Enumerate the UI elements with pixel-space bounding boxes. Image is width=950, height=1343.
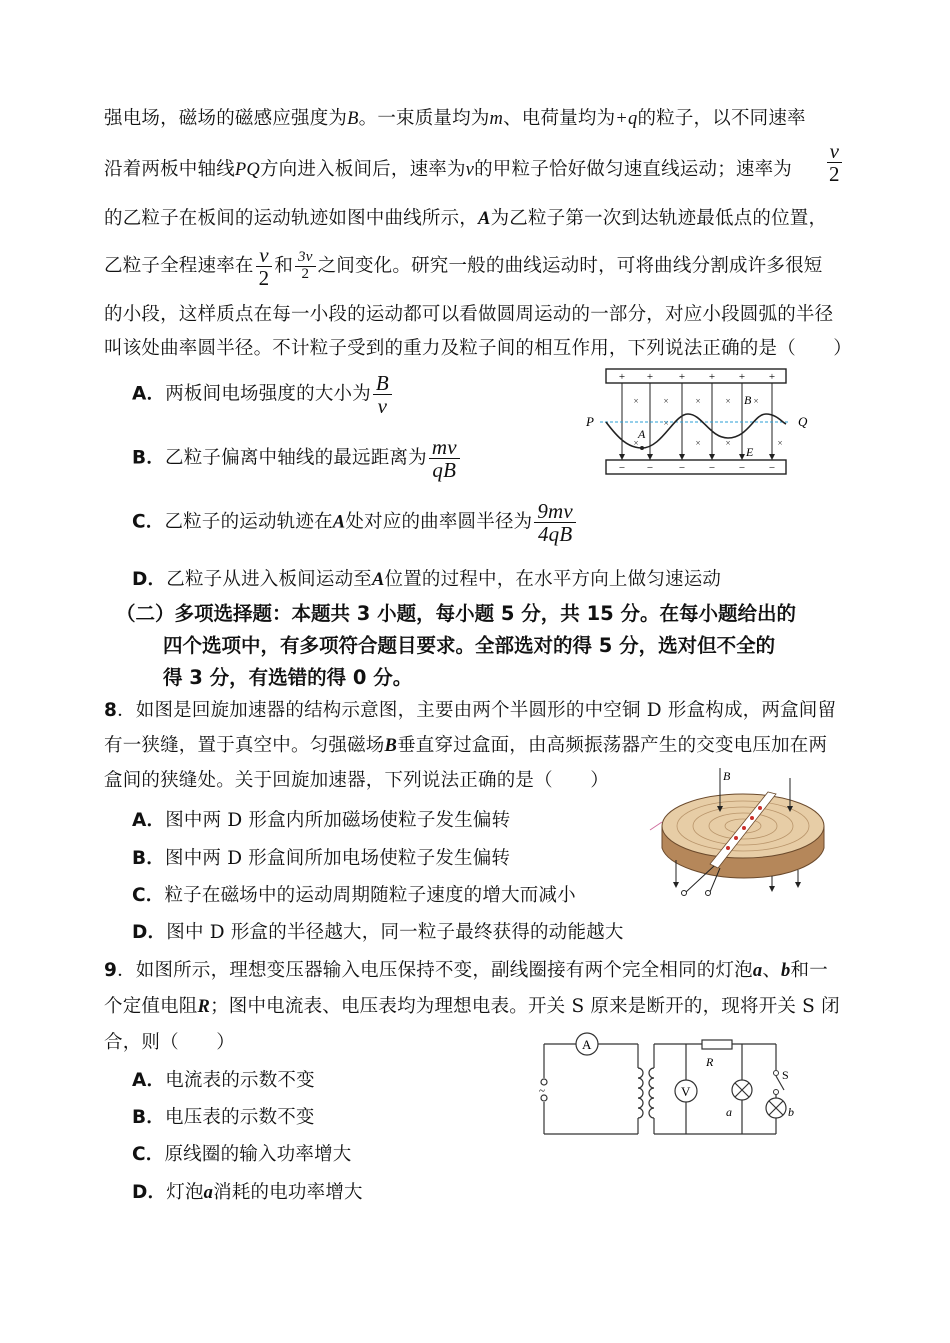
symbol-a: a bbox=[203, 1183, 214, 1203]
ac-source-symbol: ~ bbox=[539, 1085, 545, 1097]
cyclotron-figure bbox=[648, 768, 833, 898]
cross: × bbox=[695, 396, 701, 406]
minus-sign: − bbox=[768, 462, 776, 474]
intro-line-5: 的小段，这样质点在每一小段的运动都可以看做圆周运动的一部分，对应小段圆弧的半径 bbox=[104, 304, 834, 325]
text: 、 bbox=[762, 960, 782, 981]
transformer-circuit-figure bbox=[532, 1032, 812, 1142]
lamp-a-label: a bbox=[726, 1105, 732, 1119]
label-A: A bbox=[638, 427, 646, 441]
symbol-m: m bbox=[489, 109, 504, 129]
question-number: 8 bbox=[104, 700, 118, 721]
option-label: A． bbox=[132, 1070, 166, 1091]
q8-option-c bbox=[132, 881, 576, 907]
plus-sign: + bbox=[678, 371, 686, 383]
text: ．如图所示，理想变压器输入电压保持不变，副线圈接有两个完全相同的灯泡 bbox=[117, 960, 753, 981]
cross: × bbox=[777, 438, 783, 448]
denominator: 2 bbox=[301, 266, 310, 283]
resistor-R bbox=[702, 1040, 732, 1049]
option-text: 消耗的电功率增大 bbox=[213, 1182, 363, 1203]
plus-sign: + bbox=[618, 371, 626, 383]
text: 个定值电阻 bbox=[104, 996, 198, 1017]
minus-sign: − bbox=[708, 462, 716, 474]
option-text: 乙粒子偏离中轴线的最远距离为 bbox=[165, 447, 427, 469]
symbol-b: b bbox=[781, 961, 791, 981]
symbol-A: A bbox=[332, 512, 346, 533]
q9-option-d bbox=[132, 1178, 363, 1204]
cross: × bbox=[663, 396, 669, 406]
text: ．如图是回旋加速器的结构示意图，主要由两个半圆形的中空铜 D 形盒构成，两盒间留 bbox=[117, 700, 837, 721]
text: 和一 bbox=[790, 960, 828, 981]
resistor-label: R bbox=[706, 1055, 714, 1069]
option-text: 粒子在磁场中的运动周期随粒子速度的增大而减小 bbox=[164, 885, 576, 906]
option-text: 乙粒子的运动轨迹在 bbox=[164, 511, 333, 533]
fraction-3v-over-2 bbox=[295, 250, 316, 283]
symbol-PQ: PQ bbox=[234, 160, 260, 180]
option-text: 图中 D 形盒的半径越大，同一粒子最终获得的动能越大 bbox=[166, 922, 624, 943]
option-label: D． bbox=[132, 922, 167, 943]
denominator: v bbox=[377, 394, 388, 419]
option-text: 图中两 D 形盒内所加磁场使粒子发生偏转 bbox=[165, 810, 511, 831]
option-text: 乙粒子从进入板间运动至 bbox=[166, 569, 372, 590]
q9-option-b bbox=[132, 1103, 315, 1129]
symbol-a: a bbox=[752, 961, 763, 981]
numerator: mv bbox=[429, 436, 460, 459]
option-text: 原线圈的输入功率增大 bbox=[164, 1144, 352, 1165]
option-text: 位置的过程中，在水平方向上做匀速运动 bbox=[384, 569, 722, 590]
q7-option-b bbox=[132, 436, 462, 481]
cross: × bbox=[633, 438, 639, 448]
label-B: B bbox=[723, 769, 731, 783]
denominator: 4qB bbox=[537, 522, 573, 547]
numerator: v bbox=[827, 140, 842, 163]
option-text: 灯泡 bbox=[166, 1182, 204, 1203]
symbol-A: A bbox=[371, 570, 385, 590]
option-label: D． bbox=[132, 1182, 167, 1203]
symbol-A: A bbox=[478, 209, 491, 229]
text: 和 bbox=[274, 255, 294, 277]
option-label: C． bbox=[132, 511, 165, 533]
q8-option-b bbox=[132, 844, 510, 870]
cross: × bbox=[663, 418, 669, 428]
numerator: B bbox=[373, 372, 392, 395]
option-label: B． bbox=[132, 447, 166, 469]
option-text: 电流表的示数不变 bbox=[165, 1070, 315, 1091]
plus-sign: + bbox=[708, 371, 716, 383]
primary-circuit bbox=[544, 1044, 643, 1134]
symbol-q: +q bbox=[615, 109, 638, 129]
plus-sign: + bbox=[646, 371, 654, 383]
denominator: 2 bbox=[829, 162, 840, 187]
intro-line-2 bbox=[104, 155, 792, 181]
text: 的甲粒子恰好做匀速直线运动；速率为 bbox=[474, 159, 792, 180]
q7-option-a bbox=[132, 372, 394, 417]
cross: × bbox=[633, 396, 639, 406]
section2-header-line-1: （二）多项选择题：本题共 3 小题，每小题 5 分，共 15 分。在每小题给出的 bbox=[116, 602, 797, 625]
intro-line-1 bbox=[104, 104, 806, 130]
text: ；图中电流表、电压表均为理想电表。开关 S 原来是断开的，现将开关 S 闭 bbox=[210, 996, 840, 1017]
section2-header-line-3: 得 3 分，有选错的得 0 分。 bbox=[163, 666, 413, 689]
fraction bbox=[373, 372, 392, 417]
intro-line-3 bbox=[104, 204, 827, 230]
option-text: 图中两 D 形盒间所加电场使粒子发生偏转 bbox=[165, 848, 511, 869]
point-A bbox=[640, 446, 644, 450]
q9-line-3: 合，则（ ） bbox=[104, 1032, 235, 1053]
q7-option-c bbox=[132, 500, 578, 545]
option-label: C． bbox=[132, 885, 165, 906]
option-label: A． bbox=[132, 383, 166, 405]
intro-line-6: 叫该处曲率圆半径。不计粒子受到的重力及粒子间的相互作用，下列说法正确的是（ ） bbox=[104, 338, 853, 359]
label-E: E bbox=[746, 445, 754, 459]
option-label: B． bbox=[132, 848, 166, 869]
q9-option-c bbox=[132, 1140, 352, 1166]
symbol-B: B bbox=[384, 736, 398, 756]
text: 有一狭缝，置于真空中。匀强磁场 bbox=[104, 735, 385, 756]
voltmeter-label: V bbox=[681, 1084, 691, 1099]
text: 、电荷量均为 bbox=[503, 108, 616, 129]
switch-contact bbox=[774, 1090, 779, 1095]
symbol-B: B bbox=[347, 109, 359, 129]
section2-header-line-2: 四个选项中，有多项符合题目要求。全部选对的得 5 分，选对但不全的 bbox=[163, 634, 776, 657]
parallel-plates-figure bbox=[578, 366, 818, 478]
option-label: A． bbox=[132, 810, 166, 831]
label-B: B bbox=[744, 393, 752, 407]
text: 强电场，磁场的磁感应强度为 bbox=[104, 108, 348, 129]
numerator: 9mv bbox=[534, 500, 576, 523]
symbol-v: v bbox=[465, 160, 475, 180]
q9-option-a bbox=[132, 1066, 315, 1092]
cross: × bbox=[753, 396, 759, 406]
fraction-v-over-2 bbox=[256, 244, 273, 289]
text: 沿着两板中轴线 bbox=[104, 159, 235, 180]
secondary-circuit bbox=[649, 1044, 784, 1134]
option-label: D． bbox=[132, 569, 167, 590]
ammeter-label: A bbox=[582, 1037, 592, 1052]
option-label: B． bbox=[132, 1107, 166, 1128]
text: 方向进入板间后，速率为 bbox=[259, 159, 466, 180]
top-plate bbox=[606, 369, 786, 383]
minus-sign: − bbox=[646, 462, 654, 474]
plus-sign: + bbox=[768, 371, 776, 383]
denominator: qB bbox=[432, 458, 457, 483]
intro-line-4 bbox=[104, 244, 822, 289]
lamp-b-label: b bbox=[788, 1105, 794, 1119]
q9-line-2 bbox=[104, 992, 840, 1018]
text: 的乙粒子在板间的运动轨迹如图中曲线所示， bbox=[104, 208, 479, 229]
text: 。一束质量均为 bbox=[358, 108, 490, 129]
switch-label: S bbox=[782, 1068, 789, 1082]
option-label: C． bbox=[132, 1144, 165, 1165]
label-Q: Q bbox=[798, 414, 808, 429]
bottom-plate bbox=[606, 460, 786, 474]
denominator: 2 bbox=[258, 266, 270, 291]
option-text: 两板间电场强度的大小为 bbox=[165, 383, 371, 405]
text: 乙粒子全程速率在 bbox=[104, 255, 254, 277]
question-number: 9 bbox=[104, 960, 118, 981]
q9-line-1 bbox=[104, 956, 828, 982]
minus-sign: − bbox=[618, 462, 626, 474]
cross: × bbox=[725, 438, 731, 448]
text: 垂直穿过盒面，由高频振荡器产生的交变电压加在两 bbox=[397, 735, 828, 756]
label-P: P bbox=[586, 414, 594, 429]
switch-contact bbox=[774, 1071, 779, 1076]
fraction bbox=[534, 500, 576, 545]
text: 为乙粒子第一次到达轨迹最低点的位置， bbox=[490, 208, 828, 229]
option-text: 电压表的示数不变 bbox=[165, 1107, 315, 1128]
fraction-v-over-2 bbox=[826, 140, 843, 185]
cross: × bbox=[725, 396, 731, 406]
q7-option-d bbox=[132, 565, 721, 591]
q8-option-a bbox=[132, 806, 510, 832]
cross: × bbox=[695, 438, 701, 448]
minus-sign: − bbox=[678, 462, 686, 474]
q8-line-2 bbox=[104, 731, 827, 757]
symbol-R: R bbox=[197, 997, 211, 1017]
beam-line bbox=[650, 822, 662, 830]
q8-line-3: 盒间的狭缝处。关于回旋加速器，下列说法正确的是（ ） bbox=[104, 770, 609, 791]
fraction bbox=[429, 436, 460, 481]
option-text: 处对应的曲率圆半径为 bbox=[345, 511, 533, 533]
numerator: 3v bbox=[295, 250, 316, 267]
q8-line-1 bbox=[104, 696, 836, 722]
numerator: v bbox=[256, 244, 272, 267]
minus-sign: − bbox=[738, 462, 746, 474]
plus-sign: + bbox=[738, 371, 746, 383]
text: 之间变化。研究一般的曲线运动时，可将曲线分割成许多很短 bbox=[317, 255, 823, 277]
text: 的粒子，以不同速率 bbox=[637, 108, 806, 129]
q8-option-d bbox=[132, 918, 624, 944]
